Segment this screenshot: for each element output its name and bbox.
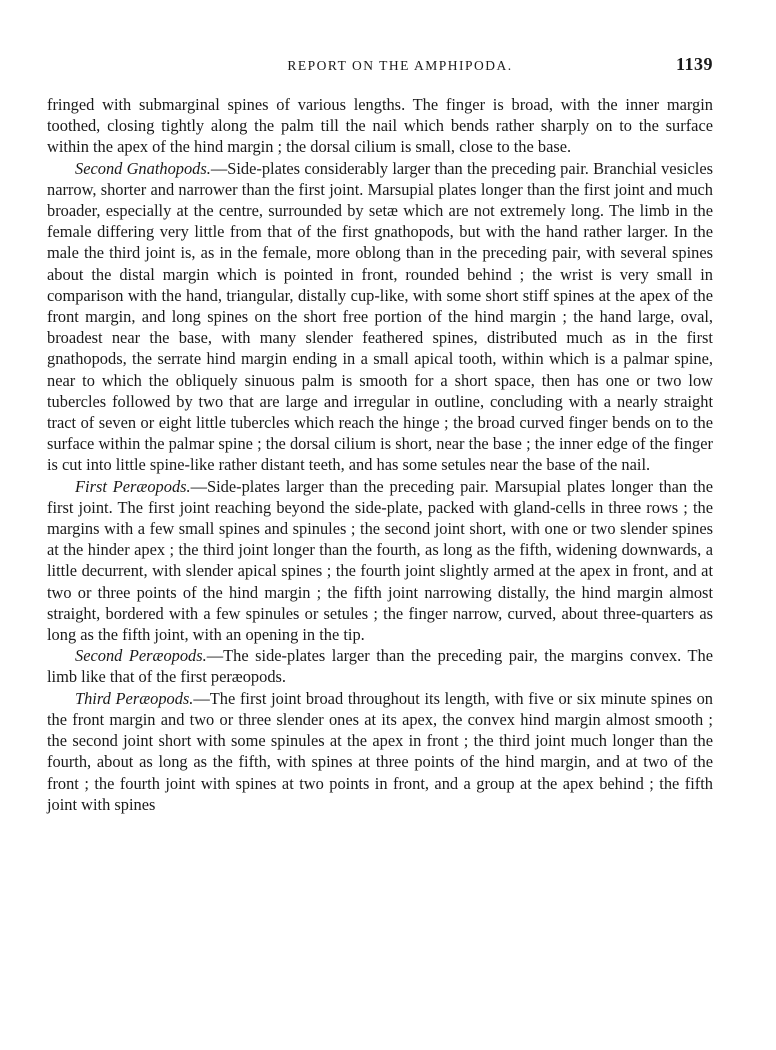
section-heading-first-peraeopods: First Peræopods. (75, 476, 191, 496)
running-head (47, 54, 713, 78)
running-title: REPORT ON THE AMPHIPODA. (287, 58, 513, 73)
paragraph-text: —The side-plates larger than the preceding pair, the margins convex. The limb like that of the first peræopods. (47, 646, 713, 687)
section-heading-second-gnathopods: Second Gnathopods. (75, 158, 211, 178)
paragraph-second-gnathopods (47, 158, 713, 476)
paragraph-text: —Side-plates considerably larger than the preceding pair. Branchial vesicles narrow, shorter and narrower than the first joint. Marsupial plates longer than the first joint and much broader, especially at the centre, surrounded by setæ which are not extremely long. The limb in the female differing very little from that of the first gnathopods, but with the hand rather larger. In the male the third joint is, as in the female, more oblong than in the preceding pair, with several spines about the distal margin which is pointed in front, rounded behind ; the wrist is very small in comparison with the hand, triangular, distally cup-like, with some short stiff spines at the apex of the front margin, and long spines on the short free portion of the hind margin ; the hand large, oval, broadest near the base, with many slender feathered spines, distributed much as in the first gnathopods, the serrate hind margin ending in a small apical tooth, within which is a palmar spine, near to which the obliquely sinuous palm is smooth for a short space, then has one or two low tubercles followed by two that are large and irregular in outline, concluding with a nearly straight tract of seven or eight little tubercles which reach the hinge ; the broad curved finger bends on to the surface within the palmar spine ; the dorsal cilium is short, near the base ; the inner edge of the finger is cut into little spine-like rather distant teeth, and has some setules near the base of the nail. (47, 158, 713, 475)
paragraph-text: fringed with submarginal spines of various lengths. The finger is broad, with the inner margin toothed, closing tightly along the palm till the nail which bends rather sharply on to the surface within the apex of the hind margin ; the dorsal cilium is small, close to the base. (47, 95, 713, 157)
paragraph-second-peraeopods (47, 645, 713, 687)
section-heading-third-peraeopods: Third Peræopods. (75, 688, 194, 708)
page (47, 0, 713, 815)
paragraph-text: —The first joint broad throughout its length, with five or six minute spines on the front margin and two or three slender ones at its apex, the convex hind margin almost smooth ; the second joint short with some spinules at the apex in front ; the third joint much longer than the fourth, about as long as the fifth, with spines at three points of the hind margin, and at two of the front ; the fourth joint with spines at two points in front, and a group at the apex behind ; the fifth joint with spines (47, 688, 713, 814)
paragraph-continued (47, 94, 713, 158)
paragraph-third-peraeopods (47, 688, 713, 815)
paragraph-first-peraeopods (47, 476, 713, 646)
page-number: 1139 (675, 54, 713, 74)
paragraph-text: —Side-plates larger than the preceding pair. Marsupial plates longer than the first joint. The first joint reaching beyond the side-plate, packed with gland-cells in three rows ; the margins with a few small spines and spinules ; the second joint short, with one or two slender spines at the hinder apex ; the third joint longer than the fourth, as long as the fifth, widening downwards, a little decurrent, with slender apical spines ; the fourth joint slightly armed at the apex in front, and at two or three points of the hind margin ; the fifth joint narrowing distally, the hind margin almost straight, bordered with a few spinules or setules ; the finger narrow, curved, about three-quarters as long as the fifth joint, with an opening in the tip. (47, 476, 713, 645)
section-heading-second-peraeopods: Second Peræopods. (75, 646, 207, 666)
body-text (47, 94, 713, 815)
